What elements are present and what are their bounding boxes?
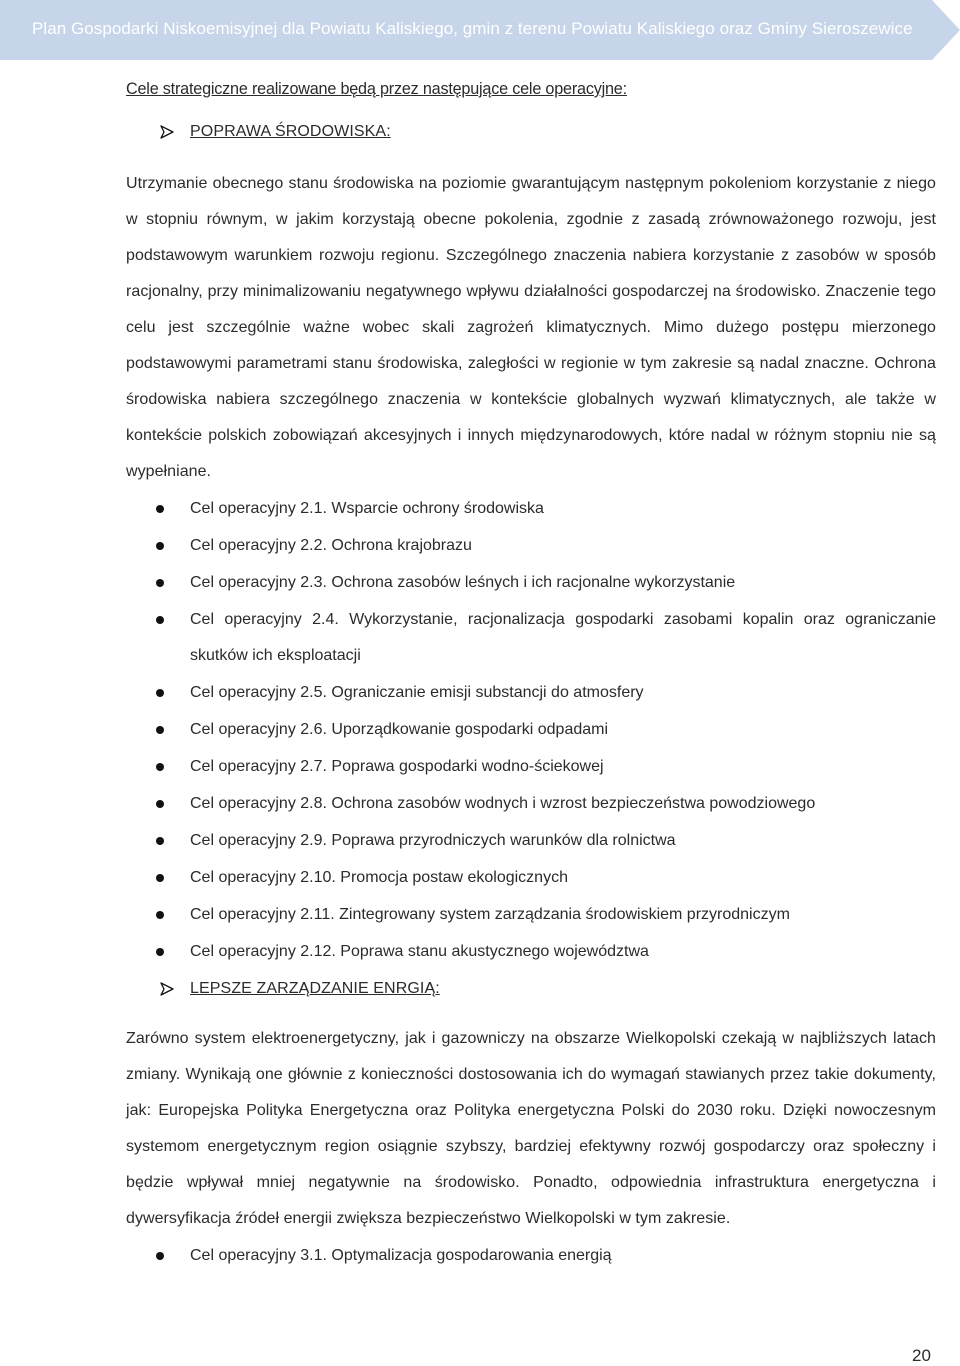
header-title: Plan Gospodarki Niskoemisyjnej dla Powiatu Kaliskiego, gmin z terenu Powiatu Kaliskiego oraz Gminy Sieroszewice (32, 19, 913, 38)
list-item-text: Cel operacyjny 2.11. Zintegrowany system zarządzania środowiskiem przyrodniczym (190, 906, 790, 923)
list-item (126, 602, 936, 674)
list-item (126, 491, 936, 527)
bullet-icon (156, 837, 164, 845)
section-title: LEPSZE ZARZĄDZANIE ENRGIĄ: (190, 980, 440, 997)
list-item (126, 786, 936, 822)
bullet-icon (156, 726, 164, 734)
operational-goals-list (126, 491, 936, 970)
list-item (126, 565, 936, 601)
list-item (126, 749, 936, 785)
list-item-text: Cel operacyjny 2.10. Promocja postaw ekologicznych (190, 869, 568, 886)
list-item-text: Cel operacyjny 2.8. Ochrona zasobów wodnych i wzrost bezpieczeństwa powodziowego (190, 795, 816, 812)
section-lepsze-zarzadzanie-energia (126, 971, 936, 1007)
bullet-icon (156, 911, 164, 919)
bullet-icon (156, 689, 164, 697)
list-item (126, 897, 936, 933)
list-item-text: Cel operacyjny 2.9. Poprawa przyrodniczych warunków dla rolnictwa (190, 832, 676, 849)
bullet-icon (156, 542, 164, 550)
section-title: POPRAWA ŚRODOWISKA: (190, 123, 391, 140)
list-item (126, 1238, 936, 1274)
page-number: 20 (912, 1346, 931, 1365)
section-paragraph: Utrzymanie obecnego stanu środowiska na poziomie gwarantującym następnym pokoleniom korzystanie z niego w stopniu równym, w jakim korzystają obecne pokolenia, zgodnie z zasadą zrównoważonego rozwoju, jest podstawowym warunkiem rozwoju regionu. Szczególnego znaczenia nabiera korzystanie z zasobów w sposób racjonalny, przy minimalizowaniu negatywnego wpływu działalności gospodarczej na środowisko. Znaczenie tego celu jest szczególnie ważne wobec skali zagrożeń klimatycznych. Mimo dużego postępu mierzonego podstawowymi parametrami stanu środowiska, zaległości w regionie w tym zakresie są nadal znaczne. Ochrona środowiska nabiera szczególnego znaczenia w kontekście globalnych wyzwań klimatycznych, ale także w kontekście polskich zobowiązań akcesyjnych i innych międzynarodowych, które nadal w różnym stopniu nie są wypełniane. (126, 175, 936, 480)
bullet-icon (156, 763, 164, 771)
list-item-text: Cel operacyjny 2.5. Ograniczanie emisji substancji do atmosfery (190, 684, 644, 701)
bullet-icon (156, 616, 164, 624)
list-item-text: Cel operacyjny 2.6. Uporządkowanie gospodarki odpadami (190, 721, 609, 738)
list-item-text: Cel operacyjny 3.1. Optymalizacja gospodarowania energią (190, 1247, 612, 1264)
list-item-text: Cel operacyjny 2.7. Poprawa gospodarki wodno-ściekowej (190, 758, 604, 775)
bullet-icon (156, 1252, 164, 1260)
list-item-text: Cel operacyjny 2.4. Wykorzystanie, racjonalizacja gospodarki zasobami kopalin oraz ograniczanie skutków ich eksploatacji (190, 611, 936, 664)
arrow-bullet-icon (126, 982, 190, 996)
bullet-icon (156, 874, 164, 882)
arrow-bullet-icon (126, 125, 190, 139)
intro-heading: Cele strategiczne realizowane będą przez następujące cele operacyjne: (126, 80, 627, 98)
page-content (126, 76, 936, 1275)
list-item-text: Cel operacyjny 2.1. Wsparcie ochrony środowiska (190, 500, 544, 517)
bullet-icon (156, 948, 164, 956)
list-item-text: Cel operacyjny 2.2. Ochrona krajobrazu (190, 537, 472, 554)
bullet-icon (156, 800, 164, 808)
list-item (126, 823, 936, 859)
operational-goals-list (126, 1238, 936, 1274)
list-item-text: Cel operacyjny 2.3. Ochrona zasobów leśnych i ich racjonalne wykorzystanie (190, 574, 736, 591)
list-item-text: Cel operacyjny 2.12. Poprawa stanu akustycznego województwa (190, 943, 649, 960)
list-item (126, 712, 936, 748)
list-item (126, 675, 936, 711)
list-item (126, 860, 936, 896)
list-item (126, 934, 936, 970)
section-poprawa-srodowiska (126, 114, 936, 150)
section-paragraph: Zarówno system elektroenergetyczny, jak i gazowniczy na obszarze Wielkopolski czekają w najbliższych latach zmiany. Wynikają one głównie z konieczności dostosowania ich do wymagań stawianych przez takie dokumenty, jak: Europejska Polityka Energetyczna oraz Polityka energetyczna Polski do 2030 roku. Dzięki nowoczesnym systemom energetycznym region osiągnie szybszy, bardziej efektywny rozwój gospodarczy oraz społeczny i będzie wpływał mniej negatywnie na środowisko. Ponadto, odpowiednia infrastruktura energetyczna i dywersyfikacja źródeł energii zwiększa bezpieczeństwo Wielkopolski w tym zakresie. (126, 1030, 936, 1227)
bullet-icon (156, 579, 164, 587)
bullet-icon (156, 505, 164, 513)
list-item (126, 528, 936, 564)
